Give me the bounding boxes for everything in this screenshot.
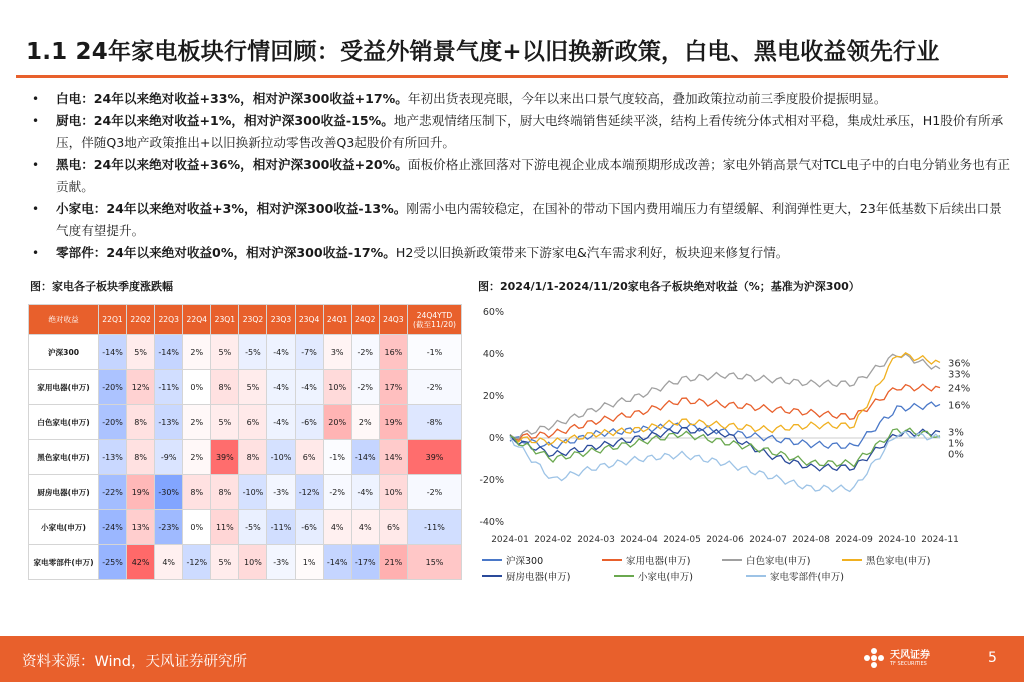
logo-subtitle: TF SECURITIES xyxy=(890,660,927,667)
table-cell: -24% xyxy=(99,510,127,545)
table-cell: 1% xyxy=(295,545,323,580)
table-cell: -6% xyxy=(295,510,323,545)
table-cell: -17% xyxy=(351,545,379,580)
x-tick-label: 2024-03 xyxy=(577,535,615,545)
table-cell: -4% xyxy=(267,370,295,405)
table-cell: 8% xyxy=(239,440,267,475)
column-header: 23Q2 xyxy=(239,305,267,335)
table-cell: -7% xyxy=(295,335,323,370)
table-cell: 11% xyxy=(211,510,239,545)
table-cell: -13% xyxy=(155,405,183,440)
table-cell: 5% xyxy=(211,405,239,440)
x-tick-label: 2024-07 xyxy=(749,535,787,545)
page-number: 5 xyxy=(988,650,997,666)
table-cell: 5% xyxy=(127,335,155,370)
table-cell: 13% xyxy=(127,510,155,545)
table-cell: 8% xyxy=(127,440,155,475)
x-tick-label: 2024-05 xyxy=(663,535,701,545)
bullet-dot-icon: • xyxy=(32,114,40,128)
x-tick-label: 2024-09 xyxy=(835,535,873,545)
table-cell: -2% xyxy=(351,335,379,370)
column-header: 22Q1 xyxy=(99,305,127,335)
table-caption: 图：家电各子板块季度涨跌幅 xyxy=(30,280,173,293)
bullet-heading: 黑电：24年以来绝对收益+36%，相对沪深300收益+20%。 xyxy=(56,157,408,172)
table-cell: -20% xyxy=(99,370,127,405)
table-row xyxy=(29,370,462,405)
series-line xyxy=(510,354,940,439)
row-header: 小家电(申万) xyxy=(29,510,99,545)
table-cell: -3% xyxy=(267,545,295,580)
y-tick-label: 0% xyxy=(488,433,504,444)
table-cell: 6% xyxy=(379,510,407,545)
footer-bar xyxy=(0,636,1024,682)
table-cell: -12% xyxy=(183,545,211,580)
series-end-label: 16% xyxy=(948,400,971,412)
bullet-dot-icon: • xyxy=(32,158,40,172)
row-header: 白色家电(申万) xyxy=(29,405,99,440)
y-tick-label: 60% xyxy=(482,307,504,318)
chart-legend xyxy=(482,552,962,584)
legend-item xyxy=(842,553,962,567)
legend-label: 沪深300 xyxy=(506,556,544,567)
logo-flower-icon xyxy=(862,646,886,670)
bullet-kitchen xyxy=(30,110,1010,154)
table-cell: -3% xyxy=(267,475,295,510)
chart-caption: 图：2024/1/1-2024/11/20家电各子板块绝对收益（%；基准为沪深300） xyxy=(478,280,860,293)
table-cell: 19% xyxy=(127,475,155,510)
legend-label: 白色家电(申万) xyxy=(746,556,811,567)
legend-item xyxy=(602,553,722,567)
table-cell: -11% xyxy=(267,510,295,545)
table-cell: 15% xyxy=(408,545,462,580)
table-cell: -25% xyxy=(99,545,127,580)
column-header: 23Q4 xyxy=(295,305,323,335)
table-cell: 5% xyxy=(211,335,239,370)
legend-label: 厨房电器(申万) xyxy=(506,572,571,583)
column-header: 22Q4 xyxy=(183,305,211,335)
table-cell: 3% xyxy=(323,335,351,370)
x-tick-label: 2024-01 xyxy=(491,535,529,545)
x-tick-label: 2024-08 xyxy=(792,535,830,545)
table-row xyxy=(29,475,462,510)
legend-item xyxy=(482,569,614,583)
legend-swatch xyxy=(602,559,622,561)
row-header: 厨房电器(申万) xyxy=(29,475,99,510)
series-end-label: 1% xyxy=(948,438,964,450)
bullet-text: 地产悲观情绪压制下，厨大电终端销售延续平淡，结构上看传统分体式相对平稳，集成灶承压，H1股价有所承压，伴随Q3地产政策推出+以旧换新拉动零售改善Q3起股价有所回升。 xyxy=(56,113,1004,150)
table-cell: -14% xyxy=(323,545,351,580)
x-tick-label: 2024-02 xyxy=(534,535,572,545)
legend-item xyxy=(614,569,746,583)
series-line xyxy=(510,432,940,492)
table-row xyxy=(29,545,462,580)
table-cell: 39% xyxy=(408,440,462,475)
table-cell: -4% xyxy=(267,405,295,440)
legend-item xyxy=(482,553,602,567)
column-header: 22Q3 xyxy=(155,305,183,335)
table-cell: -4% xyxy=(267,335,295,370)
absolute-return-line-chart xyxy=(470,300,990,552)
table-cell: -2% xyxy=(408,370,462,405)
table-cell: 10% xyxy=(239,545,267,580)
legend-swatch xyxy=(842,559,862,561)
table-cell: -2% xyxy=(408,475,462,510)
title-divider xyxy=(16,75,1008,78)
column-header: 24Q4YTD (截至11/20) xyxy=(408,305,462,335)
bullet-white-goods xyxy=(30,88,1010,110)
x-tick-label: 2024-10 xyxy=(878,535,916,545)
bullet-dot-icon: • xyxy=(32,202,40,216)
table-cell: -22% xyxy=(99,475,127,510)
bullet-text: 年初出货表现亮眼，今年以来出口景气度较高，叠加政策拉动前三季度股价提振明显。 xyxy=(407,91,887,106)
series-end-label: 3% xyxy=(948,427,964,439)
series-end-label: 33% xyxy=(948,369,971,381)
table-cell: -2% xyxy=(351,370,379,405)
table-cell: 0% xyxy=(183,370,211,405)
bullet-text: H2受以旧换新政策带来下游家电&汽车需求利好，板块迎来修复行情。 xyxy=(395,245,789,260)
bullet-black-goods xyxy=(30,154,1010,198)
series-end-label: 36% xyxy=(948,358,971,370)
table-cell: -1% xyxy=(408,335,462,370)
bullet-heading: 厨电：24年以来绝对收益+1%，相对沪深300收益-15%。 xyxy=(56,113,394,128)
table-cell: -6% xyxy=(295,405,323,440)
legend-row xyxy=(482,568,962,584)
table-cell: 2% xyxy=(183,405,211,440)
table-cell: -12% xyxy=(295,475,323,510)
series-end-label: 0% xyxy=(948,449,964,461)
row-header: 家用电器(申万) xyxy=(29,370,99,405)
table-cell: -10% xyxy=(267,440,295,475)
y-tick-label: 20% xyxy=(482,391,504,402)
bullet-heading: 零部件：24年以来绝对收益0%，相对沪深300收益-17%。 xyxy=(56,245,396,260)
table-cell: -14% xyxy=(155,335,183,370)
legend-label: 家用电器(申万) xyxy=(626,556,691,567)
legend-swatch xyxy=(482,559,502,561)
legend-label: 小家电(申万) xyxy=(638,572,693,583)
bullet-heading: 小家电：24年以来绝对收益+3%，相对沪深300收益-13%。 xyxy=(56,201,407,216)
table-cell: 4% xyxy=(323,510,351,545)
table-cell: -14% xyxy=(99,335,127,370)
table-cell: -11% xyxy=(408,510,462,545)
table-cell: 8% xyxy=(127,405,155,440)
table-cell: -9% xyxy=(155,440,183,475)
y-tick-label: -20% xyxy=(479,475,504,486)
series-line xyxy=(510,384,940,440)
table-cell: -8% xyxy=(408,405,462,440)
legend-label: 家电零部件(申万) xyxy=(770,572,844,583)
table-cell: 2% xyxy=(183,440,211,475)
table-cell: 2% xyxy=(351,405,379,440)
table-cell: 5% xyxy=(211,545,239,580)
table-cell: -13% xyxy=(99,440,127,475)
table-row xyxy=(29,510,462,545)
table-cell: 10% xyxy=(323,370,351,405)
table-cell: -4% xyxy=(295,370,323,405)
legend-item xyxy=(746,569,878,583)
table-cell: 12% xyxy=(127,370,155,405)
column-header: 24Q1 xyxy=(323,305,351,335)
column-header: 24Q3 xyxy=(379,305,407,335)
table-cell: 42% xyxy=(127,545,155,580)
column-header: 22Q2 xyxy=(127,305,155,335)
legend-row xyxy=(482,552,962,568)
table-cell: -11% xyxy=(155,370,183,405)
table-cell: 6% xyxy=(239,405,267,440)
table-cell: -20% xyxy=(99,405,127,440)
column-header: 24Q2 xyxy=(351,305,379,335)
y-tick-label: 40% xyxy=(482,349,504,360)
legend-swatch xyxy=(482,575,502,577)
x-tick-label: 2024-11 xyxy=(921,535,959,545)
table-cell: 4% xyxy=(155,545,183,580)
table-cell: -23% xyxy=(155,510,183,545)
table-cell: -4% xyxy=(351,475,379,510)
legend-swatch xyxy=(746,575,766,577)
y-tick-label: -40% xyxy=(479,517,504,528)
table-cell: 16% xyxy=(379,335,407,370)
legend-swatch xyxy=(614,575,634,577)
table-cell: 39% xyxy=(211,440,239,475)
table-cell: 21% xyxy=(379,545,407,580)
table-cell: -5% xyxy=(239,335,267,370)
table-cell: 8% xyxy=(183,475,211,510)
bullet-text: 面板价格止涨回落对下游电视企业成本端预期形成改善；家电外销高景气对TCL电子中的白电分销业务也有正贡献。 xyxy=(56,157,1010,194)
table-row xyxy=(29,440,462,475)
bullet-dot-icon: • xyxy=(32,92,40,106)
table-cell: -10% xyxy=(239,475,267,510)
column-header: 23Q1 xyxy=(211,305,239,335)
legend-item xyxy=(722,553,842,567)
summary-list xyxy=(30,88,1010,264)
table-cell: 20% xyxy=(323,405,351,440)
table-cell: 6% xyxy=(295,440,323,475)
table-cell: -14% xyxy=(351,440,379,475)
legend-swatch xyxy=(722,559,742,561)
logo-name: 天风证券 xyxy=(890,649,930,661)
company-logo xyxy=(862,646,930,670)
table-cell: 4% xyxy=(351,510,379,545)
quarterly-return-table xyxy=(28,304,462,580)
page-title: 1.1 24年家电板块行情回顾：受益外销景气度+以旧换新政策，白电、黑电收益领先行业 xyxy=(26,39,940,65)
table-cell: 2% xyxy=(183,335,211,370)
table-cell: -5% xyxy=(239,510,267,545)
table-cell: -30% xyxy=(155,475,183,510)
bullet-heading: 白电：24年以来绝对收益+33%，相对沪深300收益+17%。 xyxy=(56,91,408,106)
bullet-components xyxy=(30,242,1010,264)
legend-label: 黑色家电(申万) xyxy=(866,556,931,567)
table-cell: 19% xyxy=(379,405,407,440)
series-end-label: 24% xyxy=(948,383,971,395)
row-header: 黑色家电(申万) xyxy=(29,440,99,475)
x-tick-label: 2024-04 xyxy=(620,535,658,545)
table-cell: -1% xyxy=(323,440,351,475)
source-note: 资料来源：Wind，天风证券研究所 xyxy=(22,654,247,670)
table-cell: 5% xyxy=(239,370,267,405)
table-cell: 8% xyxy=(211,475,239,510)
table-row xyxy=(29,405,462,440)
row-header: 沪深300 xyxy=(29,335,99,370)
table-cell: 0% xyxy=(183,510,211,545)
row-header: 家电零部件(申万) xyxy=(29,545,99,580)
table-cell: -2% xyxy=(323,475,351,510)
column-header: 23Q3 xyxy=(267,305,295,335)
bullet-text: 刚需小电内需较稳定，在国补的带动下国内费用端压力有望缓解、利润弹性更大，23年低基数下后续出口景气度有望提升。 xyxy=(56,201,1002,238)
table-corner-header: 绝对收益 xyxy=(29,305,99,335)
table-cell: 17% xyxy=(379,370,407,405)
table-cell: 8% xyxy=(211,370,239,405)
table-cell: 10% xyxy=(379,475,407,510)
x-tick-label: 2024-06 xyxy=(706,535,744,545)
bullet-dot-icon: • xyxy=(32,246,40,260)
table-row xyxy=(29,335,462,370)
table-cell: 14% xyxy=(379,440,407,475)
bullet-small-appliance xyxy=(30,198,1010,242)
